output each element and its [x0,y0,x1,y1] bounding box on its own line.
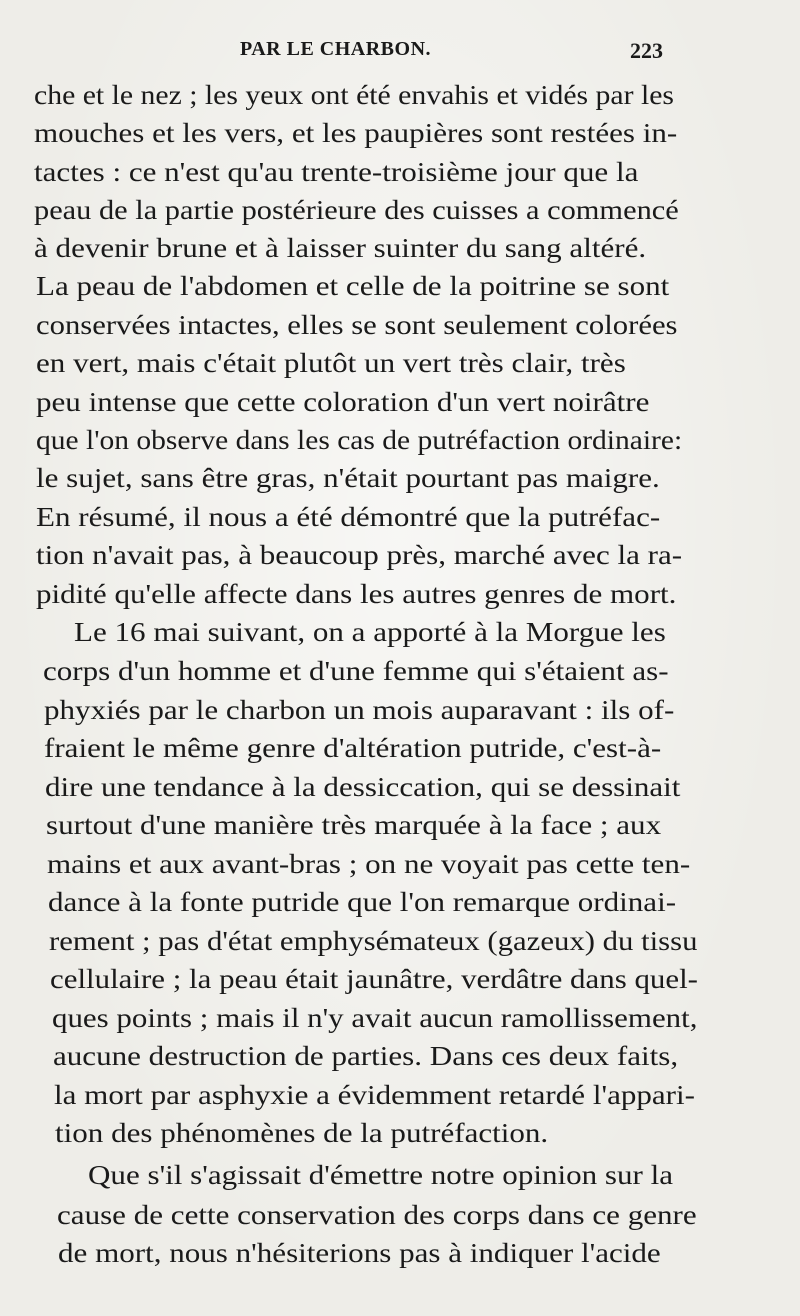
text-line: peu intense que cette coloration d'un vert noirâtre [36,387,650,417]
text-line: tion des phénomènes de la putréfaction. [55,1118,549,1148]
text-line: Que s'il s'agissait d'émettre notre opinion sur la [88,1160,674,1190]
text-line: phyxiés par le charbon un mois auparavant : ils of- [44,695,675,725]
text-line: mains et aux avant-bras ; on ne voyait pas cette ten- [47,849,691,879]
text-line: mouches et les vers, et les paupières sont restées in- [34,118,678,148]
text-line: En résumé, il nous a été démontré que la putréfac- [36,502,661,532]
text-line: rement ; pas d'état emphysémateux (gazeux) du tissu [49,926,698,956]
text-line: La peau de l'abdomen et celle de la poitrine se sont [36,271,670,301]
text-line: à devenir brune et à laisser suinter du sang altéré. [34,233,647,263]
text-line: de mort, nous n'hésiterions pas à indiquer l'acide [58,1238,661,1268]
text-line: aucune destruction de parties. Dans ces deux faits, [53,1041,679,1071]
text-line: le sujet, sans être gras, n'était pourtant pas maigre. [36,463,660,493]
text-line: dire une tendance à la dessiccation, qui se dessinait [45,772,681,802]
text-line: que l'on observe dans les cas de putréfaction ordinaire: [36,425,683,455]
header-title: PAR LE CHARBON. [240,38,432,60]
page-number: 223 [630,38,663,63]
text-line: pidité qu'elle affecte dans les autres genres de mort. [36,579,677,609]
text-line: peau de la partie postérieure des cuisses a commencé [34,195,679,225]
text-line: che et le nez ; les yeux ont été envahis et vidés par les [34,80,675,110]
text-line: la mort par asphyxie a évidemment retardé l'appari- [54,1080,695,1110]
text-line: conservées intactes, elles se sont seulement colorées [36,310,678,340]
text-line: cause de cette conservation des corps dans ce genre [57,1200,697,1230]
text-line: Le 16 mai suivant, on a apporté à la Morgue les [74,617,666,647]
text-line: dance à la fonte putride que l'on remarque ordinai- [48,887,677,917]
text-line: tion n'avait pas, à beaucoup près, marché avec la ra- [36,540,683,570]
text-line: tactes : ce n'est qu'au trente-troisième jour que la [34,157,639,187]
text-line: cellulaire ; la peau était jaunâtre, verdâtre dans quel- [50,964,698,994]
text-line: surtout d'une manière très marquée à la face ; aux [46,810,662,840]
text-line: fraient le même genre d'altération putride, c'est-à- [44,733,662,763]
text-line: corps d'un homme et d'une femme qui s'étaient as- [43,656,669,686]
text-line: ques points ; mais il n'y avait aucun ramollissement, [52,1003,698,1033]
text-line: en vert, mais c'était plutôt un vert très clair, très [36,348,626,378]
